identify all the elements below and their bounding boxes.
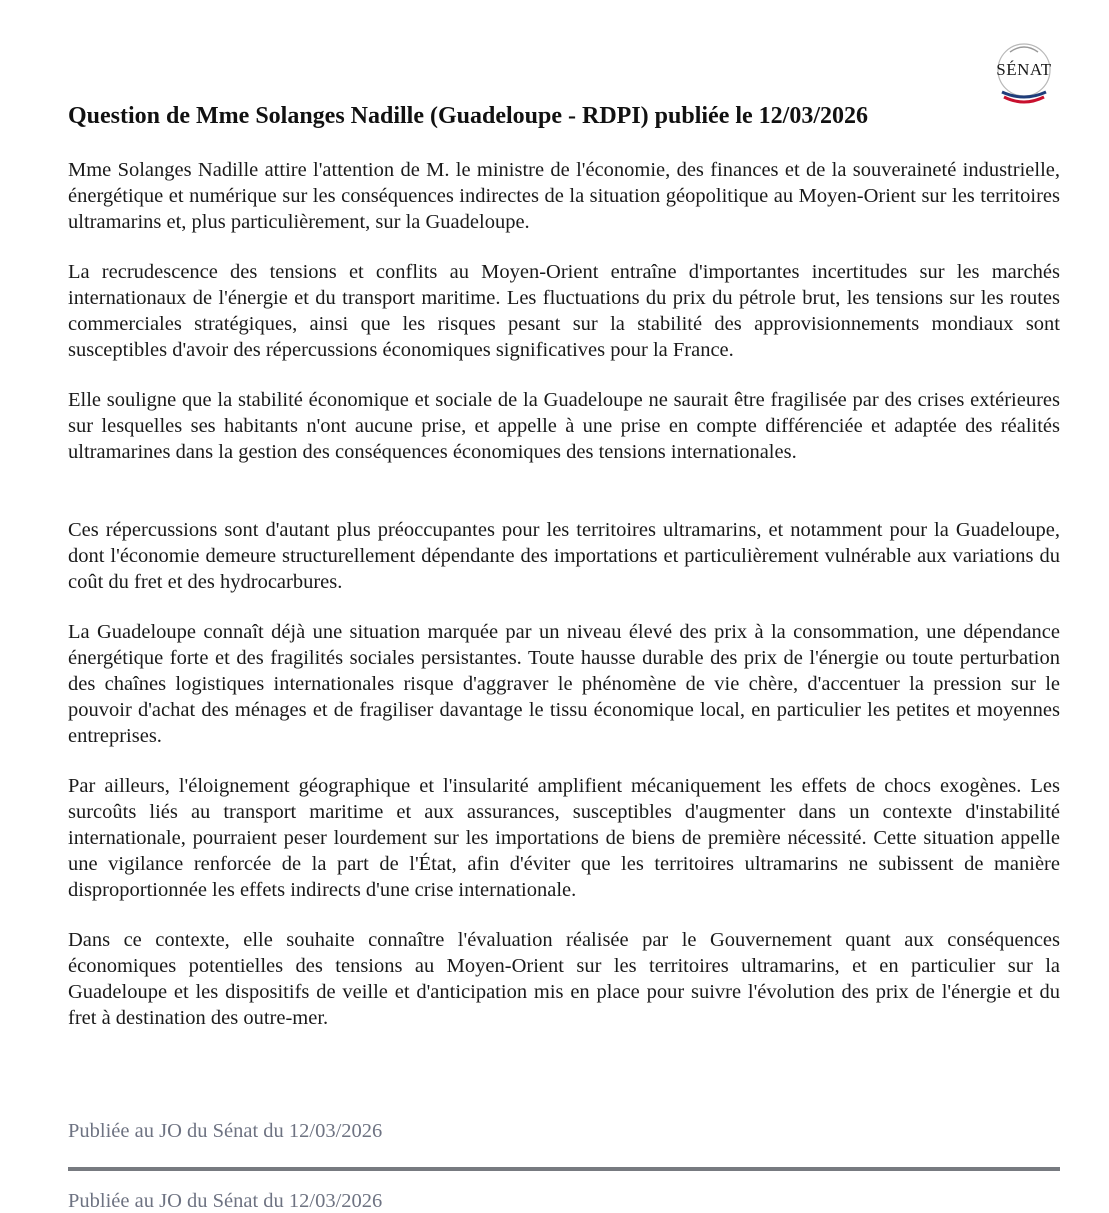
paragraph-7: Dans ce contexte, elle souhaite connaître l'évaluation réalisée par le Gouvernement quant aux conséquences économiques potentielles des tensions au Moyen-Orient sur les territoires ultramarins, et en particulier sur la Guadeloupe et les dispositifs de veille et d'anticipation mis en place pour suivre l'évolution des prix de l'énergie et du fret à destination des outre-mer. [68,929,1060,1029]
paragraph-4: Ces répercussions sont d'autant plus préoccupantes pour les territoires ultramarins, et notamment pour la Guadeloupe, dont l'économie demeure structurellement dépendante des importations et particulièrement vulnérable aux variations du coût du fret et des hydrocarbures. [68,519,1060,593]
paragraph-3: Elle souligne que la stabilité économique et sociale de la Guadeloupe ne saurait être fragilisée par des crises extérieures sur lesquelles ses habitants n'ont aucune prise, et appelle à une prise en compte différenciée et adaptée des réalités ultramarines dans la gestion des conséquences économiques des tensions internationales. [68,389,1060,463]
publication-note-clipped: Publiée au JO du Sénat du 12/03/2026 [68,1190,383,1212]
question-title: Question de Mme Solanges Nadille (Guadeloupe - RDPI) publiée le 12/03/2026 [68,103,869,129]
paragraph-1: Mme Solanges Nadille attire l'attention de M. le ministre de l'économie, des finances et de la souveraineté industrielle, énergétique et numérique sur les conséquences indirectes de la situation géopolitique au Moyen-Orient sur les territoires ultramarins et, plus particulièrement, sur la Guadeloupe. [68,159,1060,233]
paragraph-5: La Guadeloupe connaît déjà une situation marquée par un niveau élevé des prix à la consommation, une dépendance énergétique forte et des fragilités sociales persistantes. Toute hausse durable des prix de l'énergie ou toute perturbation des chaînes logistiques internationales risque d'aggraver le phénomène de vie chère, d'accentuer la pression sur le pouvoir d'achat des ménages et de fragiliser davantage le tissu économique local, en particulier les petites et moyennes entreprises. [68,621,1060,747]
senat-logo-text: SÉNAT [996,60,1052,79]
question-body [68,157,1060,1031]
publication-note: Publiée au JO du Sénat du 12/03/2026 [68,1120,383,1142]
paragraph-2: La recrudescence des tensions et conflits au Moyen-Orient entraîne d'importantes incertitudes sur les marchés internationaux de l'énergie et du transport maritime. Les fluctuations du prix du pétrole brut, les tensions sur les routes commerciales stratégiques, ainsi que les risques pesant sur la stabilité des approvisionnements mondiaux sont susceptibles d'avoir des répercussions économiques significatives pour la France. [68,261,1060,361]
paragraph-6: Par ailleurs, l'éloignement géographique et l'insularité amplifient mécaniquement les effets de chocs exogènes. Les surcoûts liés au transport maritime et aux assurances, susceptibles d'augmenter dans un contexte d'instabilité internationale, pourraient peser lourdement sur les importations de biens de première nécessité. Cette situation appelle une vigilance renforcée de la part de l'État, afin d'éviter que les territoires ultramarins ne subissent de manière disproportionnée les effets indirects d'une crise internationale. [68,775,1060,901]
senat-logo [988,40,1060,108]
section-divider [68,1167,1060,1171]
